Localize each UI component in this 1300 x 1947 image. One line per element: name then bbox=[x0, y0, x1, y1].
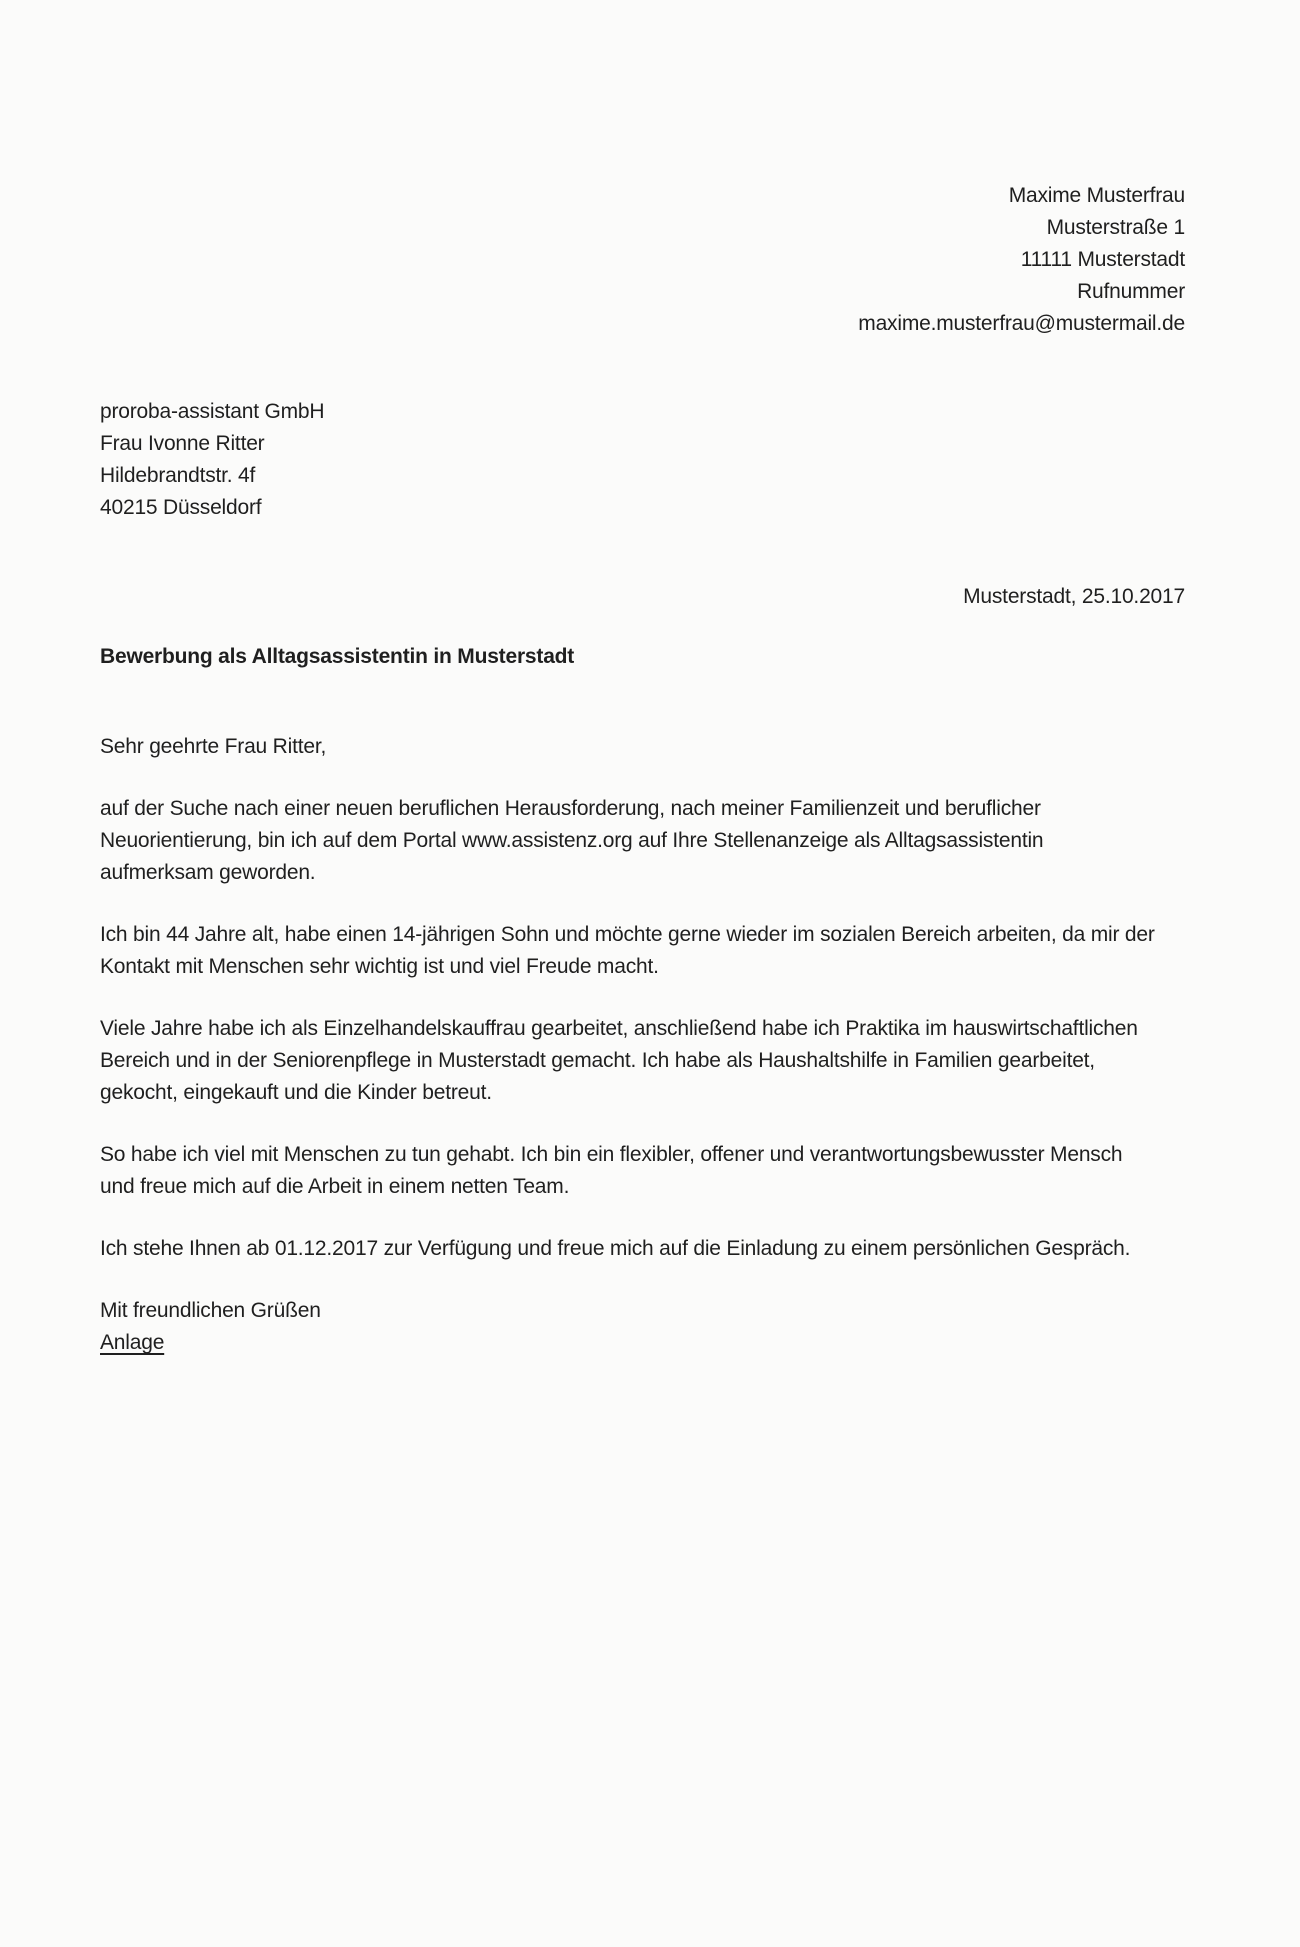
recipient-address-block bbox=[100, 396, 324, 524]
letter-body bbox=[100, 731, 1160, 1389]
paragraph-experience: Viele Jahre habe ich als Einzelhandelskauffrau gearbeitet, anschließend habe ich Praktika im hauswirtschaftlichen Bereich und in der Seniorenpflege in Musterstadt gemacht. Ich habe als Haushaltshilfe in Familien gearbeitet, gekocht, eingekauft und die Kinder betreut. bbox=[100, 1017, 1138, 1104]
sender-name: Maxime Musterfrau bbox=[1008, 184, 1185, 207]
paragraph-about-me: Ich bin 44 Jahre alt, habe einen 14-jährigen Sohn und möchte gerne wieder im sozialen Bereich arbeiten, da mir der Kontakt mit Menschen sehr wichtig ist und viel Freude macht. bbox=[100, 923, 1155, 978]
subject-line: Bewerbung als Alltagsassistentin in Musterstadt bbox=[100, 645, 575, 668]
paragraph-intro: auf der Suche nach einer neuen beruflichen Herausforderung, nach meiner Familienzeit und beruflicher Neuorientierung, bin ich auf dem Portal www.assistenz.org auf Ihre Stellenanzeige als Alltagsassistentin aufmerksam geworden. bbox=[100, 797, 1044, 884]
date-line: Musterstadt, 25.10.2017 bbox=[963, 585, 1185, 608]
enclosure-label: Anlage bbox=[100, 1331, 165, 1354]
recipient-street: Hildebrandtstr. 4f bbox=[100, 464, 256, 487]
sender-city: 11111 Musterstadt bbox=[1020, 248, 1185, 271]
sender-email: maxime.musterfrau@mustermail.de bbox=[858, 312, 1185, 335]
sender-street: Musterstraße 1 bbox=[1046, 216, 1185, 239]
sender-address-block bbox=[858, 180, 1185, 340]
recipient-contact: Frau Ivonne Ritter bbox=[100, 432, 265, 455]
paragraph-strengths: So habe ich viel mit Menschen zu tun gehabt. Ich bin ein flexibler, offener und verantwortungsbewusster Mensch und freue mich auf die Arbeit in einem netten Team. bbox=[100, 1143, 1123, 1198]
closing-line: Mit freundlichen Grüßen bbox=[100, 1299, 321, 1322]
recipient-company: proroba-assistant GmbH bbox=[100, 400, 325, 423]
salutation: Sehr geehrte Frau Ritter, bbox=[100, 735, 327, 758]
paragraph-availability: Ich stehe Ihnen ab 01.12.2017 zur Verfügung und freue mich auf die Einladung zu einem persönlichen Gespräch. bbox=[100, 1237, 1131, 1260]
sender-phone: Rufnummer bbox=[1077, 280, 1185, 303]
enclosure-line bbox=[100, 1327, 1160, 1359]
recipient-city: 40215 Düsseldorf bbox=[100, 496, 262, 519]
